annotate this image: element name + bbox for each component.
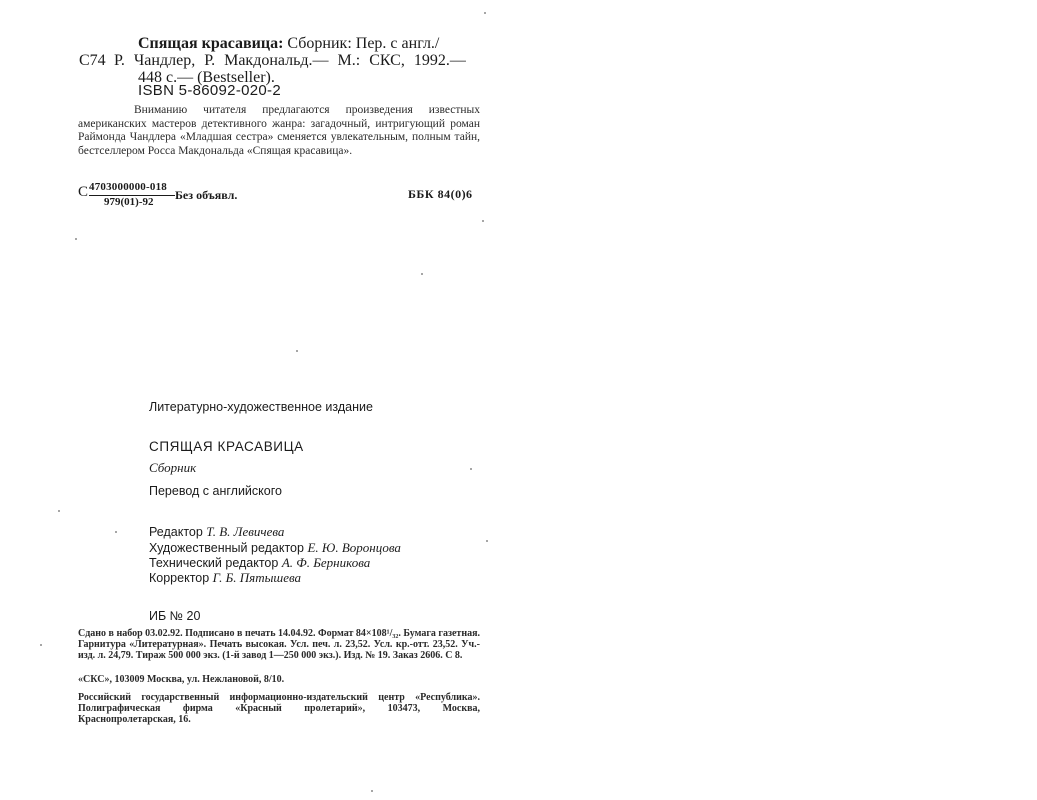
printer-info: Российский государственный информационно-издательский центр «Республика». Полиграфическая фирма «Красный пролетарий», 103473, Москва, Краснопролетарская, 16. [78,692,480,725]
credit-role: Технический редактор [149,556,279,570]
catalog-authors-publisher: Р. Чандлер, Р. Макдональд.— М.: СКС, 1992.— [114,52,466,69]
credit-art-editor [149,540,401,556]
index-prefix: С [78,184,89,200]
annotation: Вниманию читателя предлагаются произведения известных американских мастеров детективного жанра: загадочный, интригующий роман Раймонда Чандлера «Младшая сестра» сменяется увлекательным, полным тайн, бестселлером Росса Макдональда «Спящая красавица». [78,104,480,157]
credit-role: Корректор [149,571,210,585]
scan-speck [371,790,373,792]
edition-type: Литературно-художественное издание [149,400,373,414]
scan-speck [75,238,77,240]
scan-speck [486,540,488,542]
publisher-address: «СКС», 103009 Москва, ул. Нежлановой, 8/10. [78,674,285,685]
ib-number: ИБ № 20 [149,609,201,623]
scan-speck [484,12,486,14]
scan-speck [470,468,472,470]
catalog-pages-series: 448 с.— (Bestseller). [138,69,275,86]
catalog-title-bold: Спящая красавица: [138,35,284,52]
scan-speck [40,644,42,646]
credit-person: А. Ф. Берникова [281,555,371,570]
translation-note: Перевод с английского [149,484,282,498]
index-note: Без объявл. [175,188,238,202]
print-specifications: Сдано в набор 03.02.92. Подписано в печать 14.04.92. Формат 84×108¹/₃₂. Бумага газетная. Гарнитура «Литературная». Печать высокая. Усл. печ. л. 23,52. Усл. кр.-отт. 23,52. Уч.-изд. л. 24,79. Тираж 500 000 экз. (1-й завод 1—250 000 экз.). Изд. № 19. Заказ 2606. С 8. [78,628,480,661]
bbk-code: ББК 84(0)6 [408,187,473,201]
catalog-title-line [138,35,439,53]
scan-speck [296,350,298,352]
book-subtitle: Сборник [149,460,197,475]
credit-person: Т. В. Левичева [206,524,285,539]
credit-person: Г. Б. Пятышева [212,570,302,585]
index-denominator: 979(01)-92 [104,196,154,208]
scan-speck [115,531,117,533]
catalog-code: С74 [79,52,106,69]
scan-speck [58,510,60,512]
scan-speck [421,273,423,275]
catalog-title-rest: Сборник: Пер. с англ./ [283,35,440,52]
index-numerator: 4703000000-018 [89,181,167,193]
credit-proofreader [149,570,301,586]
credit-role: Художественный редактор [149,541,304,555]
credit-editor [149,524,284,540]
book-title: СПЯЩАЯ КРАСАВИЦА [149,439,304,454]
credit-role: Редактор [149,525,203,539]
isbn: ISBN 5-86092-020-2 [138,82,281,99]
credit-tech-editor [149,555,370,571]
scan-speck [482,220,484,222]
credit-person: Е. Ю. Воронцова [307,540,401,555]
